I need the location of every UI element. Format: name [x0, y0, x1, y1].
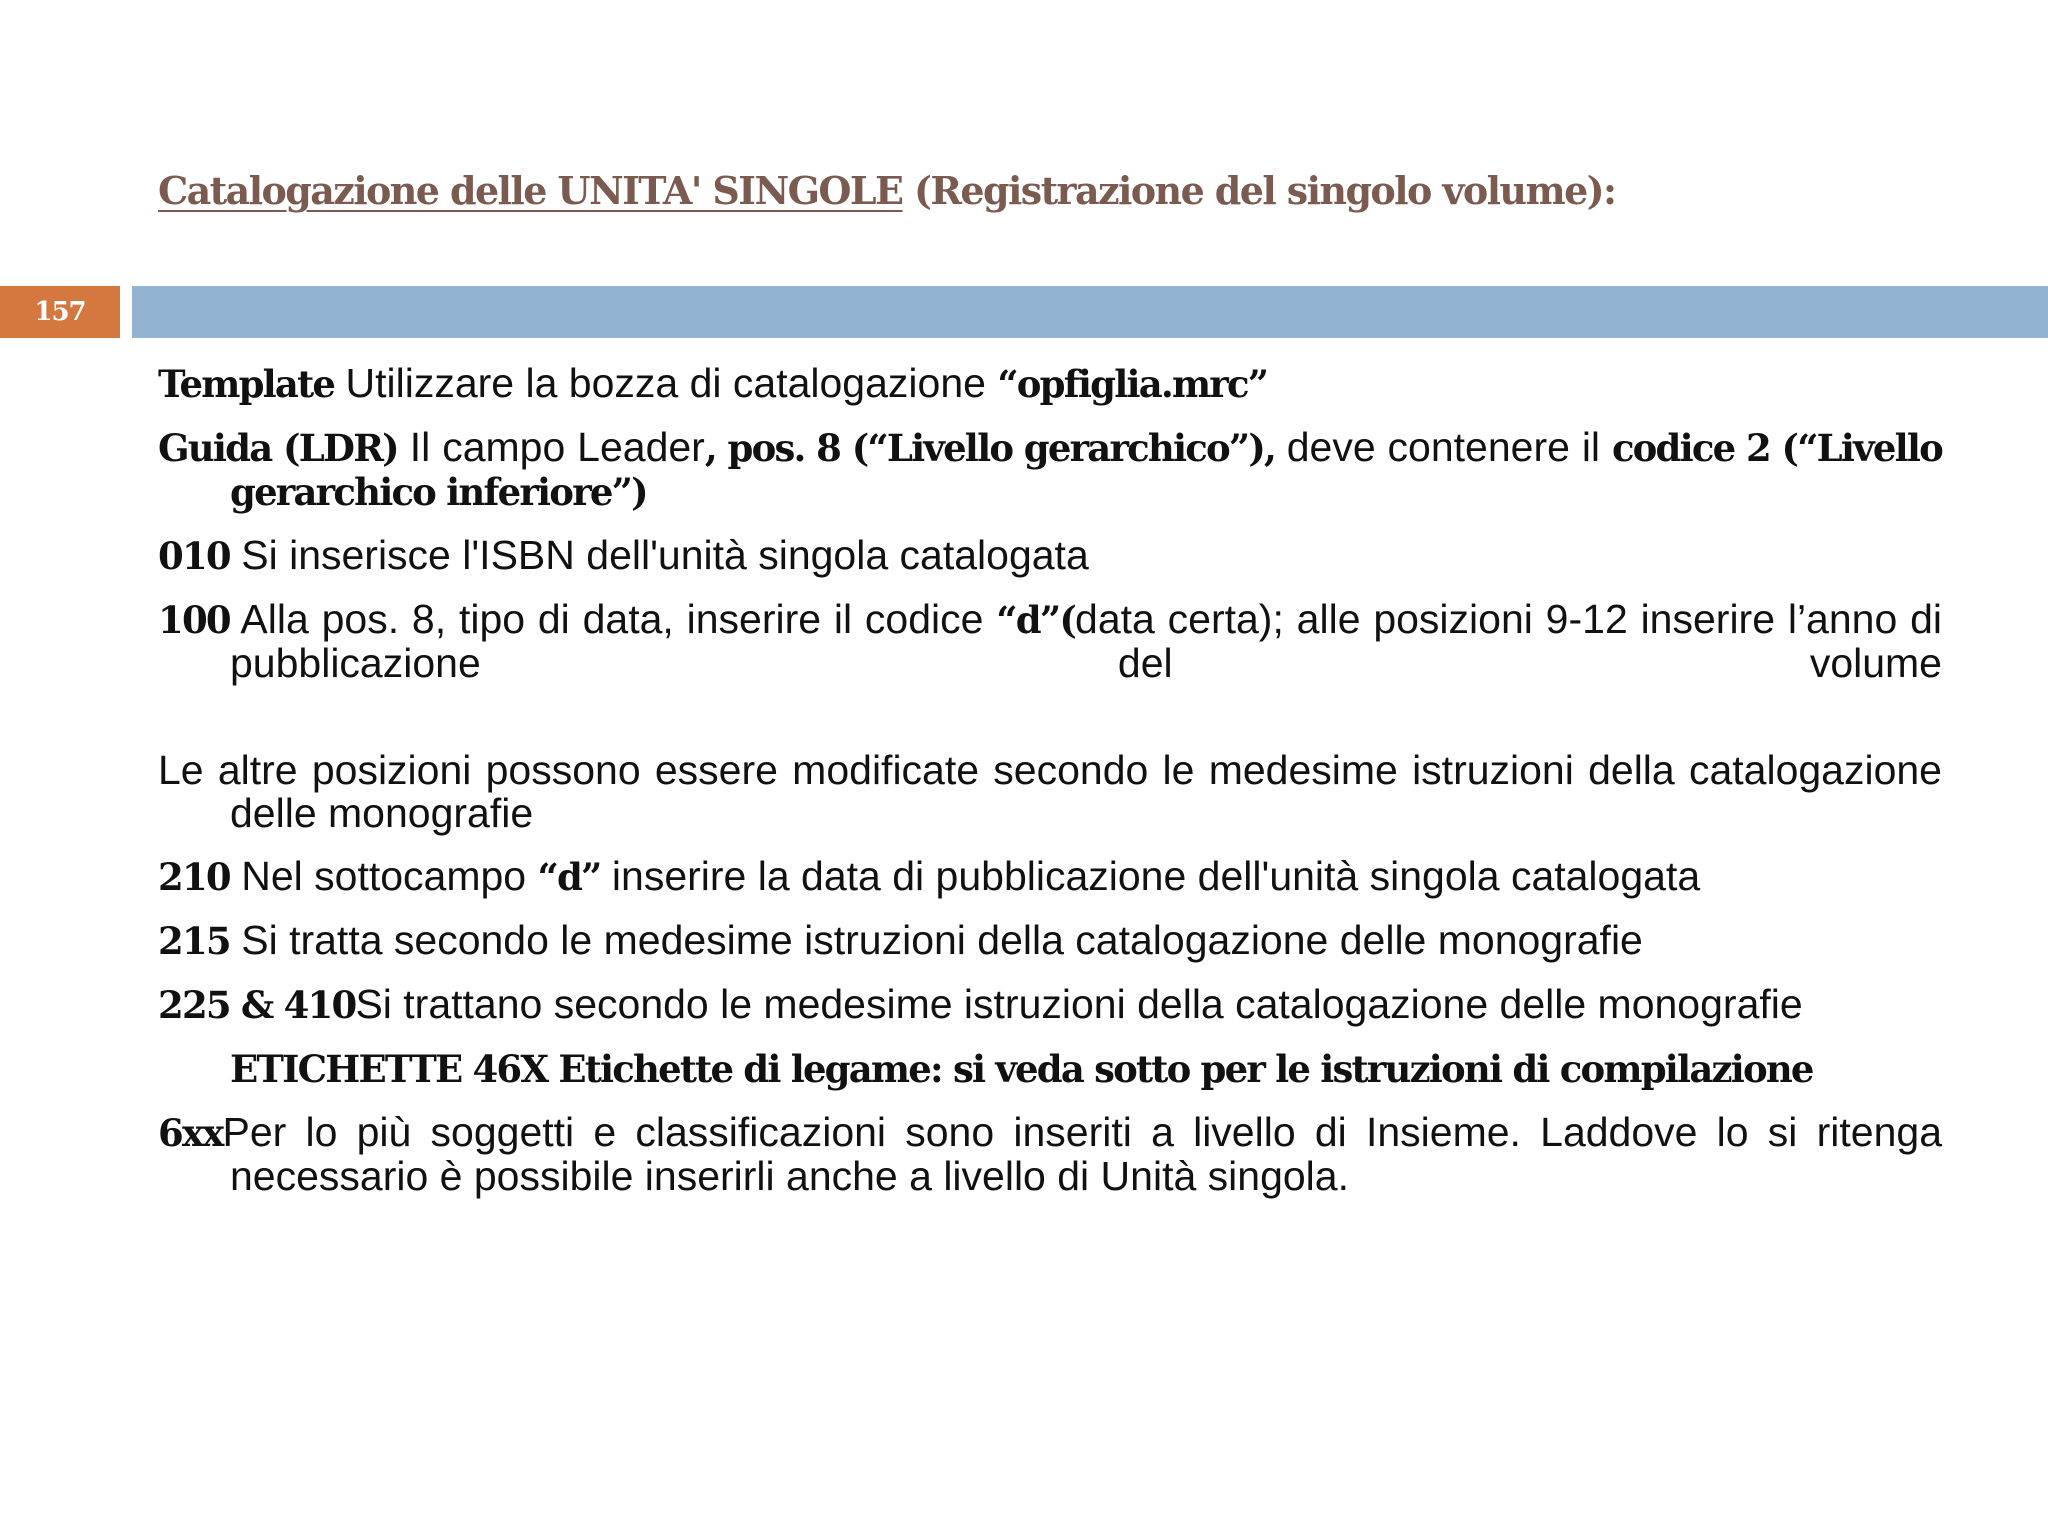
f100-text-1: Alla pos. 8, tipo di data, inserire il codice	[229, 596, 997, 642]
etichette-text: ETICHETTE 46X Etichette di legame: si veda sotto per le istruzioni di compilazione	[230, 1047, 1813, 1091]
f215-tag: 215	[158, 919, 230, 963]
f210-text-2: inserire la data di pubblicazione dell'unità singola catalogata	[600, 853, 1701, 899]
guida-text-1: Il campo Leader	[397, 424, 705, 470]
item-225-410	[158, 983, 1942, 1027]
f010-text: Si inserisce l'ISBN dell'unità singola catalogata	[229, 532, 1089, 578]
f6xx-tag: 6xx	[158, 1111, 223, 1155]
template-tag: Template	[158, 362, 335, 406]
header-band	[132, 286, 2048, 338]
slide-number-badge: 157	[0, 286, 120, 338]
guida-text-2: deve contenere il	[1286, 424, 1612, 470]
item-100	[158, 598, 1942, 685]
f210-text-1: Nel sottocampo	[229, 853, 538, 899]
guida-tag: Guida (LDR)	[158, 426, 398, 470]
f010-tag: 010	[158, 534, 230, 578]
item-210	[158, 855, 1942, 899]
guida-bold-1: , pos. 8 (“Livello gerarchico”),	[704, 426, 1287, 470]
item-template	[158, 362, 1942, 406]
guida-bold-2: codice 2 (“Livello gerarchico inferiore”)	[230, 426, 1942, 514]
slide-body	[158, 362, 1942, 1218]
item-215	[158, 919, 1942, 963]
f210-tag: 210	[158, 855, 230, 899]
f100-code: “d”(	[996, 598, 1076, 642]
slide-title	[158, 168, 1958, 213]
item-altre-posizioni: Le altre posizioni possono essere modificate secondo le medesime istruzioni della catalogazione delle monografie	[158, 747, 1942, 836]
item-etichette	[158, 1047, 1942, 1091]
slide-title-rest: (Registrazione del singolo volume):	[902, 168, 1616, 213]
item-010	[158, 534, 1942, 578]
item-guida	[158, 426, 1942, 514]
item-6xx	[158, 1111, 1942, 1198]
template-filename: “opfiglia.mrc”	[997, 362, 1268, 406]
f225-text: Si trattano secondo le medesime istruzioni della catalogazione delle monografie	[355, 981, 1803, 1027]
f210-code: “d”	[537, 855, 601, 899]
f215-text: Si tratta secondo le medesime istruzioni della catalogazione delle monografie	[229, 917, 1643, 963]
f225-tag: 225 & 410	[158, 983, 356, 1027]
f100-text-2: data certa); alle posizioni 9-12 inserire l’anno di pubblicazione del volume	[230, 596, 1942, 686]
slide-title-underlined: Catalogazione delle UNITA' SINGOLE	[158, 168, 903, 213]
template-text: Utilizzare la bozza di catalogazione	[334, 360, 998, 406]
f6xx-text: Per lo più soggetti e classificazioni sono inseriti a livello di Insieme. Laddove lo si ritenga necessario è possibile inserirli anche a livello di Unità singola.	[222, 1109, 1942, 1199]
f100-tag: 100	[158, 598, 230, 642]
